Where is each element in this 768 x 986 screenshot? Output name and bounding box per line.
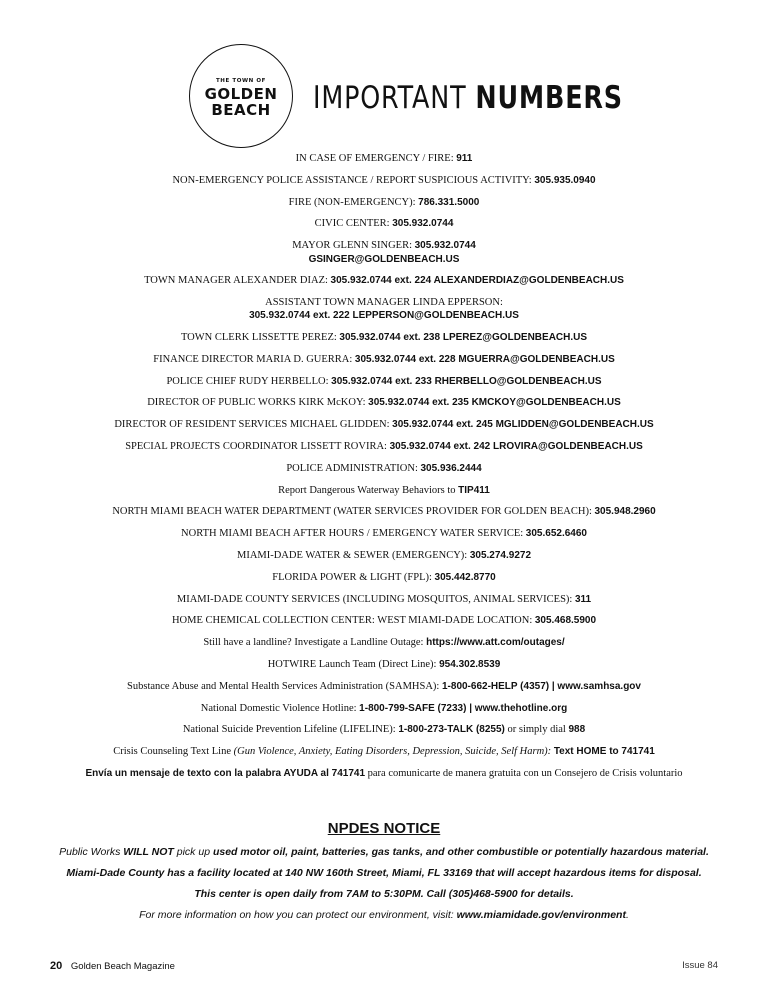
list-item xyxy=(20,484,748,498)
npdes-paragraph-3 xyxy=(20,884,748,905)
entry-label: FIRE (NON-EMERGENCY): xyxy=(288,196,416,208)
entry-label: National Domestic Violence Hotline: xyxy=(200,702,357,714)
entry-note: (Gun Violence, Anxiety, Eating Disorders, Depression, Suicide, Self Harm): xyxy=(233,746,552,758)
entry-value: 305.932.0744 ext. 224 ALEXANDERDIAZ@GOLDENBEACH.US xyxy=(330,275,624,287)
list-item xyxy=(20,196,748,210)
entry-value: 911 xyxy=(456,153,473,164)
list-item xyxy=(20,375,748,389)
list-item xyxy=(20,353,748,367)
list-item xyxy=(20,174,748,188)
entry-label: TOWN CLERK LISSETTE PEREZ: xyxy=(180,331,337,343)
npdes-paragraph-2 xyxy=(20,863,748,884)
title-part1: IMPORTANT xyxy=(313,80,467,116)
entry-line xyxy=(20,396,748,410)
entry-value: Text HOME to 741741 xyxy=(553,746,655,758)
numbers-list xyxy=(20,152,748,789)
entry-line xyxy=(20,217,748,231)
list-item xyxy=(20,440,748,454)
entry-line xyxy=(20,723,748,737)
npdes-p1d: used motor oil, paint, batteries, gas tanks, and other combustible or potentially hazardous material. xyxy=(212,846,709,858)
entry-value: 305.932.0744 ext. 233 RHERBELLO@GOLDENBEACH.US xyxy=(331,375,602,387)
list-item xyxy=(20,723,748,737)
entry-label: NORTH MIAMI BEACH AFTER HOURS / EMERGENCY WATER SERVICE: xyxy=(181,528,524,540)
page-title xyxy=(313,80,623,116)
entry-value: 954.302.8539 xyxy=(439,658,501,670)
list-item xyxy=(20,462,748,476)
npdes-p4b[interactable]: www.miamidade.gov/environment xyxy=(456,909,626,921)
entry-line xyxy=(20,505,748,519)
logo-line1: GOLDEN xyxy=(204,85,278,103)
npdes-p3: This center is open daily from 7AM to 5:30PM. Call (305)468-5900 for details. xyxy=(194,888,574,900)
list-item xyxy=(20,152,748,166)
entry-line xyxy=(20,636,748,650)
entry-line xyxy=(20,296,748,310)
entry-line-2 xyxy=(20,253,748,267)
npdes-heading: NPDES NOTICE xyxy=(327,820,441,837)
entry-lead: Envía un mensaje de texto con la palabra AYUDA al 741741 xyxy=(85,767,366,779)
entry-value: 305.468.5900 xyxy=(534,615,597,627)
entry-line xyxy=(20,549,748,563)
list-item xyxy=(20,331,748,345)
npdes-paragraph-4 xyxy=(20,905,748,926)
entry-line xyxy=(20,331,748,345)
entry-label: FINANCE DIRECTOR MARIA D. GUERRA: xyxy=(153,353,353,365)
entry-value: https://www.att.com/outages/ xyxy=(426,637,565,649)
list-item xyxy=(20,702,748,716)
entry-label: MIAMI-DADE COUNTY SERVICES (INCLUDING MOSQUITOS, ANIMAL SERVICES): xyxy=(176,593,573,605)
entry-value: 1-800-662-HELP (4357) | www.samhsa.gov xyxy=(441,680,641,692)
list-item xyxy=(20,396,748,410)
entry-value: 305.932.0744 ext. 245 MGLIDDEN@GOLDENBEACH.US xyxy=(392,419,654,431)
page-number: 20 xyxy=(50,960,63,972)
entry-value: 305.652.6460 xyxy=(525,528,587,540)
entry-after: or simply dial xyxy=(507,724,566,736)
list-item xyxy=(20,680,748,694)
entry-line xyxy=(20,527,748,541)
entry-label: POLICE CHIEF RUDY HERBELLO: xyxy=(166,375,329,387)
entry-line-2 xyxy=(20,309,748,323)
list-item xyxy=(20,274,748,288)
magazine-name: Golden Beach Magazine xyxy=(70,961,175,972)
entry-label: DIRECTOR OF RESIDENT SERVICES MICHAEL GLIDDEN: xyxy=(114,419,390,431)
entry-value: 305.948.2960 xyxy=(594,506,656,518)
entry-line xyxy=(20,152,748,166)
entry-line xyxy=(20,353,748,367)
entry-label: DIRECTOR OF PUBLIC WORKS KIRK McKOY: xyxy=(147,397,366,409)
entry-line xyxy=(20,658,748,672)
list-item xyxy=(20,658,748,672)
entry-label: CIVIC CENTER: xyxy=(314,218,390,230)
list-item xyxy=(20,593,748,607)
entry-value: 305.932.0744 xyxy=(414,240,476,252)
entry-line xyxy=(20,418,748,432)
entry-value: 305.932.0744 ext. 228 MGUERRA@GOLDENBEACH.US xyxy=(354,353,615,365)
entry-value: 305.932.0744 ext. 242 LROVIRA@GOLDENBEACH.US xyxy=(389,440,643,452)
list-item xyxy=(20,571,748,585)
entry-line xyxy=(20,571,748,585)
entry-label: Crisis Counseling Text Line xyxy=(113,746,231,758)
entry-label: ASSISTANT TOWN MANAGER LINDA EPPERSON: xyxy=(265,296,503,308)
entry-label: SPECIAL PROJECTS COORDINATOR LISSETT ROVIRA: xyxy=(125,440,387,452)
list-item xyxy=(20,418,748,432)
entry-value: 786.331.5000 xyxy=(418,196,480,208)
entry-value: 305.442.8770 xyxy=(434,571,496,583)
npdes-notice xyxy=(20,820,748,926)
entry-value-2: 305.932.0744 ext. 222 LEPPERSON@GOLDENBEACH.US xyxy=(249,310,519,322)
list-item xyxy=(20,549,748,563)
entry-value: 305.935.0940 xyxy=(534,174,596,186)
list-item xyxy=(20,745,748,759)
issue-number: Issue 84 xyxy=(682,960,718,971)
town-logo xyxy=(189,44,293,148)
entry-line xyxy=(20,680,748,694)
list-item xyxy=(20,527,748,541)
entry-value: 305.932.0744 ext. 235 KMCKOY@GOLDENBEACH.US xyxy=(368,397,621,409)
entry-label: FLORIDA POWER & LIGHT (FPL): xyxy=(272,571,432,583)
list-item xyxy=(20,636,748,650)
entry-value-2: GSINGER@GOLDENBEACH.US xyxy=(308,253,460,265)
entry-label: NON-EMERGENCY POLICE ASSISTANCE / REPORT SUSPICIOUS ACTIVITY: xyxy=(172,174,532,186)
entry-line xyxy=(20,440,748,454)
logo-small-text: THE TOWN OF xyxy=(215,78,267,84)
entry-value: 305.932.0744 xyxy=(392,218,454,230)
npdes-p4c: . xyxy=(625,909,629,921)
entry-label: HOME CHEMICAL COLLECTION CENTER: WEST MIAMI-DADE LOCATION: xyxy=(171,615,533,627)
entry-value: TIP411 xyxy=(458,484,490,496)
entry-label: HOTWIRE Launch Team (Direct Line): xyxy=(267,658,437,670)
list-item xyxy=(20,296,748,323)
page-footer xyxy=(50,960,718,972)
entry-value: 1-800-273-TALK (8255) xyxy=(398,724,505,736)
entry-line xyxy=(20,484,748,498)
npdes-p4a: For more information on how you can protect our environment, visit: xyxy=(139,909,457,921)
list-item xyxy=(20,614,748,628)
entry-line xyxy=(20,375,748,389)
entry-value: 305.932.0744 ext. 238 LPEREZ@GOLDENBEACH.US xyxy=(339,331,588,343)
entry-line xyxy=(20,239,748,253)
title-part2: NUMBERS xyxy=(475,80,623,116)
entry-line xyxy=(20,174,748,188)
entry-line xyxy=(20,614,748,628)
entry-label: MAYOR GLENN SINGER: xyxy=(292,240,412,252)
entry-line xyxy=(20,196,748,210)
npdes-paragraph-1 xyxy=(20,842,748,863)
list-item xyxy=(20,239,748,266)
logo-line2: BEACH xyxy=(211,101,271,119)
entry-line xyxy=(20,274,748,288)
entry-label: POLICE ADMINISTRATION: xyxy=(286,462,418,474)
list-item xyxy=(20,767,748,781)
entry-line xyxy=(20,702,748,716)
npdes-p1c: pick up xyxy=(173,846,213,858)
list-item xyxy=(20,217,748,231)
entry-label: National Suicide Prevention Lifeline (LIFELINE): xyxy=(182,724,396,736)
entry-label: Report Dangerous Waterway Behaviors to xyxy=(278,484,456,496)
list-item xyxy=(20,505,748,519)
entry-label: IN CASE OF EMERGENCY / FIRE: xyxy=(295,153,454,164)
entry-line xyxy=(20,593,748,607)
entry-label: NORTH MIAMI BEACH WATER DEPARTMENT (WATER SERVICES PROVIDER FOR GOLDEN BEACH): xyxy=(112,506,592,518)
npdes-p1a: Public Works xyxy=(59,846,124,858)
entry-after: para comunicarte de manera gratuita con un Consejero de Crisis voluntario xyxy=(367,767,683,779)
entry-line xyxy=(20,462,748,476)
entry-value: 1-800-799-SAFE (7233) | www.thehotline.org xyxy=(359,702,568,714)
entry-value: 305.274.9272 xyxy=(469,549,531,561)
entry-label: Still have a landline? Investigate a Landline Outage: xyxy=(203,637,424,649)
entry-label: MIAMI-DADE WATER & SEWER (EMERGENCY): xyxy=(236,549,468,561)
entry-value-extra: 988 xyxy=(568,724,586,736)
entry-label: TOWN MANAGER ALEXANDER DIAZ: xyxy=(144,275,328,287)
entry-line xyxy=(20,745,748,759)
entry-value: 311 xyxy=(574,593,592,605)
entry-value: 305.936.2444 xyxy=(420,462,482,474)
npdes-p1b: WILL NOT xyxy=(123,846,174,858)
npdes-p2: Miami-Dade County has a facility located at 140 NW 160th Street, Miami, FL 33169 that will accept hazardous items for disposal. xyxy=(66,867,702,879)
entry-label: Substance Abuse and Mental Health Services Administration (SAMHSA): xyxy=(127,680,440,692)
entry-line xyxy=(20,767,748,781)
